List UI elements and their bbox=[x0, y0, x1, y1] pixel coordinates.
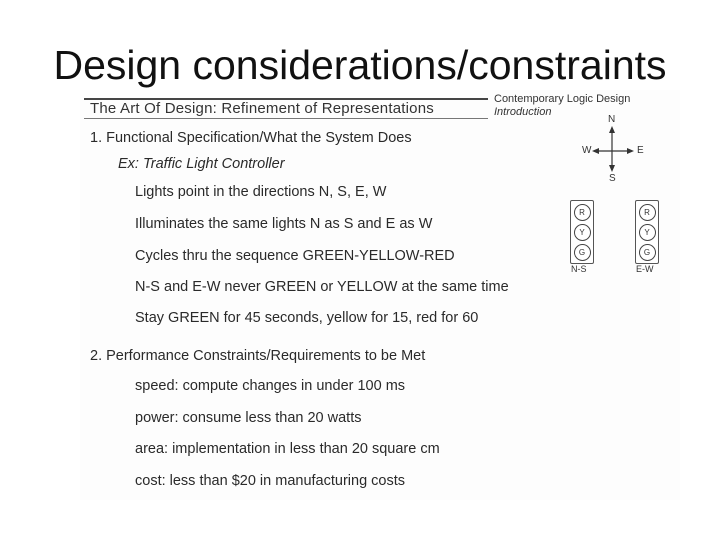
section1-example: Ex: Traffic Light Controller bbox=[118, 156, 285, 172]
slide-title: Design considerations/constraints bbox=[53, 42, 667, 88]
yellow-lamp-icon: Y bbox=[639, 224, 656, 241]
scanned-document bbox=[80, 90, 680, 500]
spec-item: Cycles thru the sequence GREEN-YELLOW-RED bbox=[135, 248, 455, 264]
compass-cross-icon bbox=[580, 116, 660, 186]
compass-diagram bbox=[580, 116, 660, 186]
traffic-light-ew bbox=[635, 200, 659, 264]
spec-item: Stay GREEN for 45 seconds, yellow for 15, red for 60 bbox=[135, 310, 479, 326]
chapter-title: Introduction bbox=[494, 106, 552, 118]
compass-south: S bbox=[609, 173, 616, 184]
red-lamp-icon: R bbox=[574, 204, 591, 221]
traffic-light-ns-label: N-S bbox=[571, 264, 587, 274]
section1-heading: 1. Functional Specification/What the System Does bbox=[90, 130, 412, 146]
spec-item: N-S and E-W never GREEN or YELLOW at the same time bbox=[135, 279, 509, 295]
document-header-title: The Art Of Design: Refinement of Representations bbox=[90, 100, 434, 117]
book-title: Contemporary Logic Design bbox=[494, 93, 631, 105]
traffic-light-ns bbox=[570, 200, 594, 264]
green-lamp-icon: G bbox=[639, 244, 656, 261]
compass-east: E bbox=[637, 145, 644, 156]
constraint-item: cost: less than $20 in manufacturing costs bbox=[135, 473, 406, 489]
yellow-lamp-icon: Y bbox=[574, 224, 591, 241]
compass-north: N bbox=[608, 114, 616, 125]
green-lamp-icon: G bbox=[574, 244, 591, 261]
spec-item: Lights point in the directions N, S, E, W bbox=[135, 184, 387, 200]
constraint-item: power: consume less than 20 watts bbox=[135, 410, 362, 426]
constraint-item: speed: compute changes in under 100 ms bbox=[135, 378, 406, 394]
section2-heading: 2. Performance Constraints/Requirements to be Met bbox=[90, 348, 426, 364]
constraint-item: area: implementation in less than 20 square cm bbox=[135, 441, 440, 457]
traffic-light-ew-label: E-W bbox=[636, 264, 654, 274]
spec-item: Illuminates the same lights N as S and E as W bbox=[135, 216, 433, 232]
compass-west: W bbox=[582, 145, 592, 156]
header-rule-bottom bbox=[84, 118, 488, 119]
red-lamp-icon: R bbox=[639, 204, 656, 221]
